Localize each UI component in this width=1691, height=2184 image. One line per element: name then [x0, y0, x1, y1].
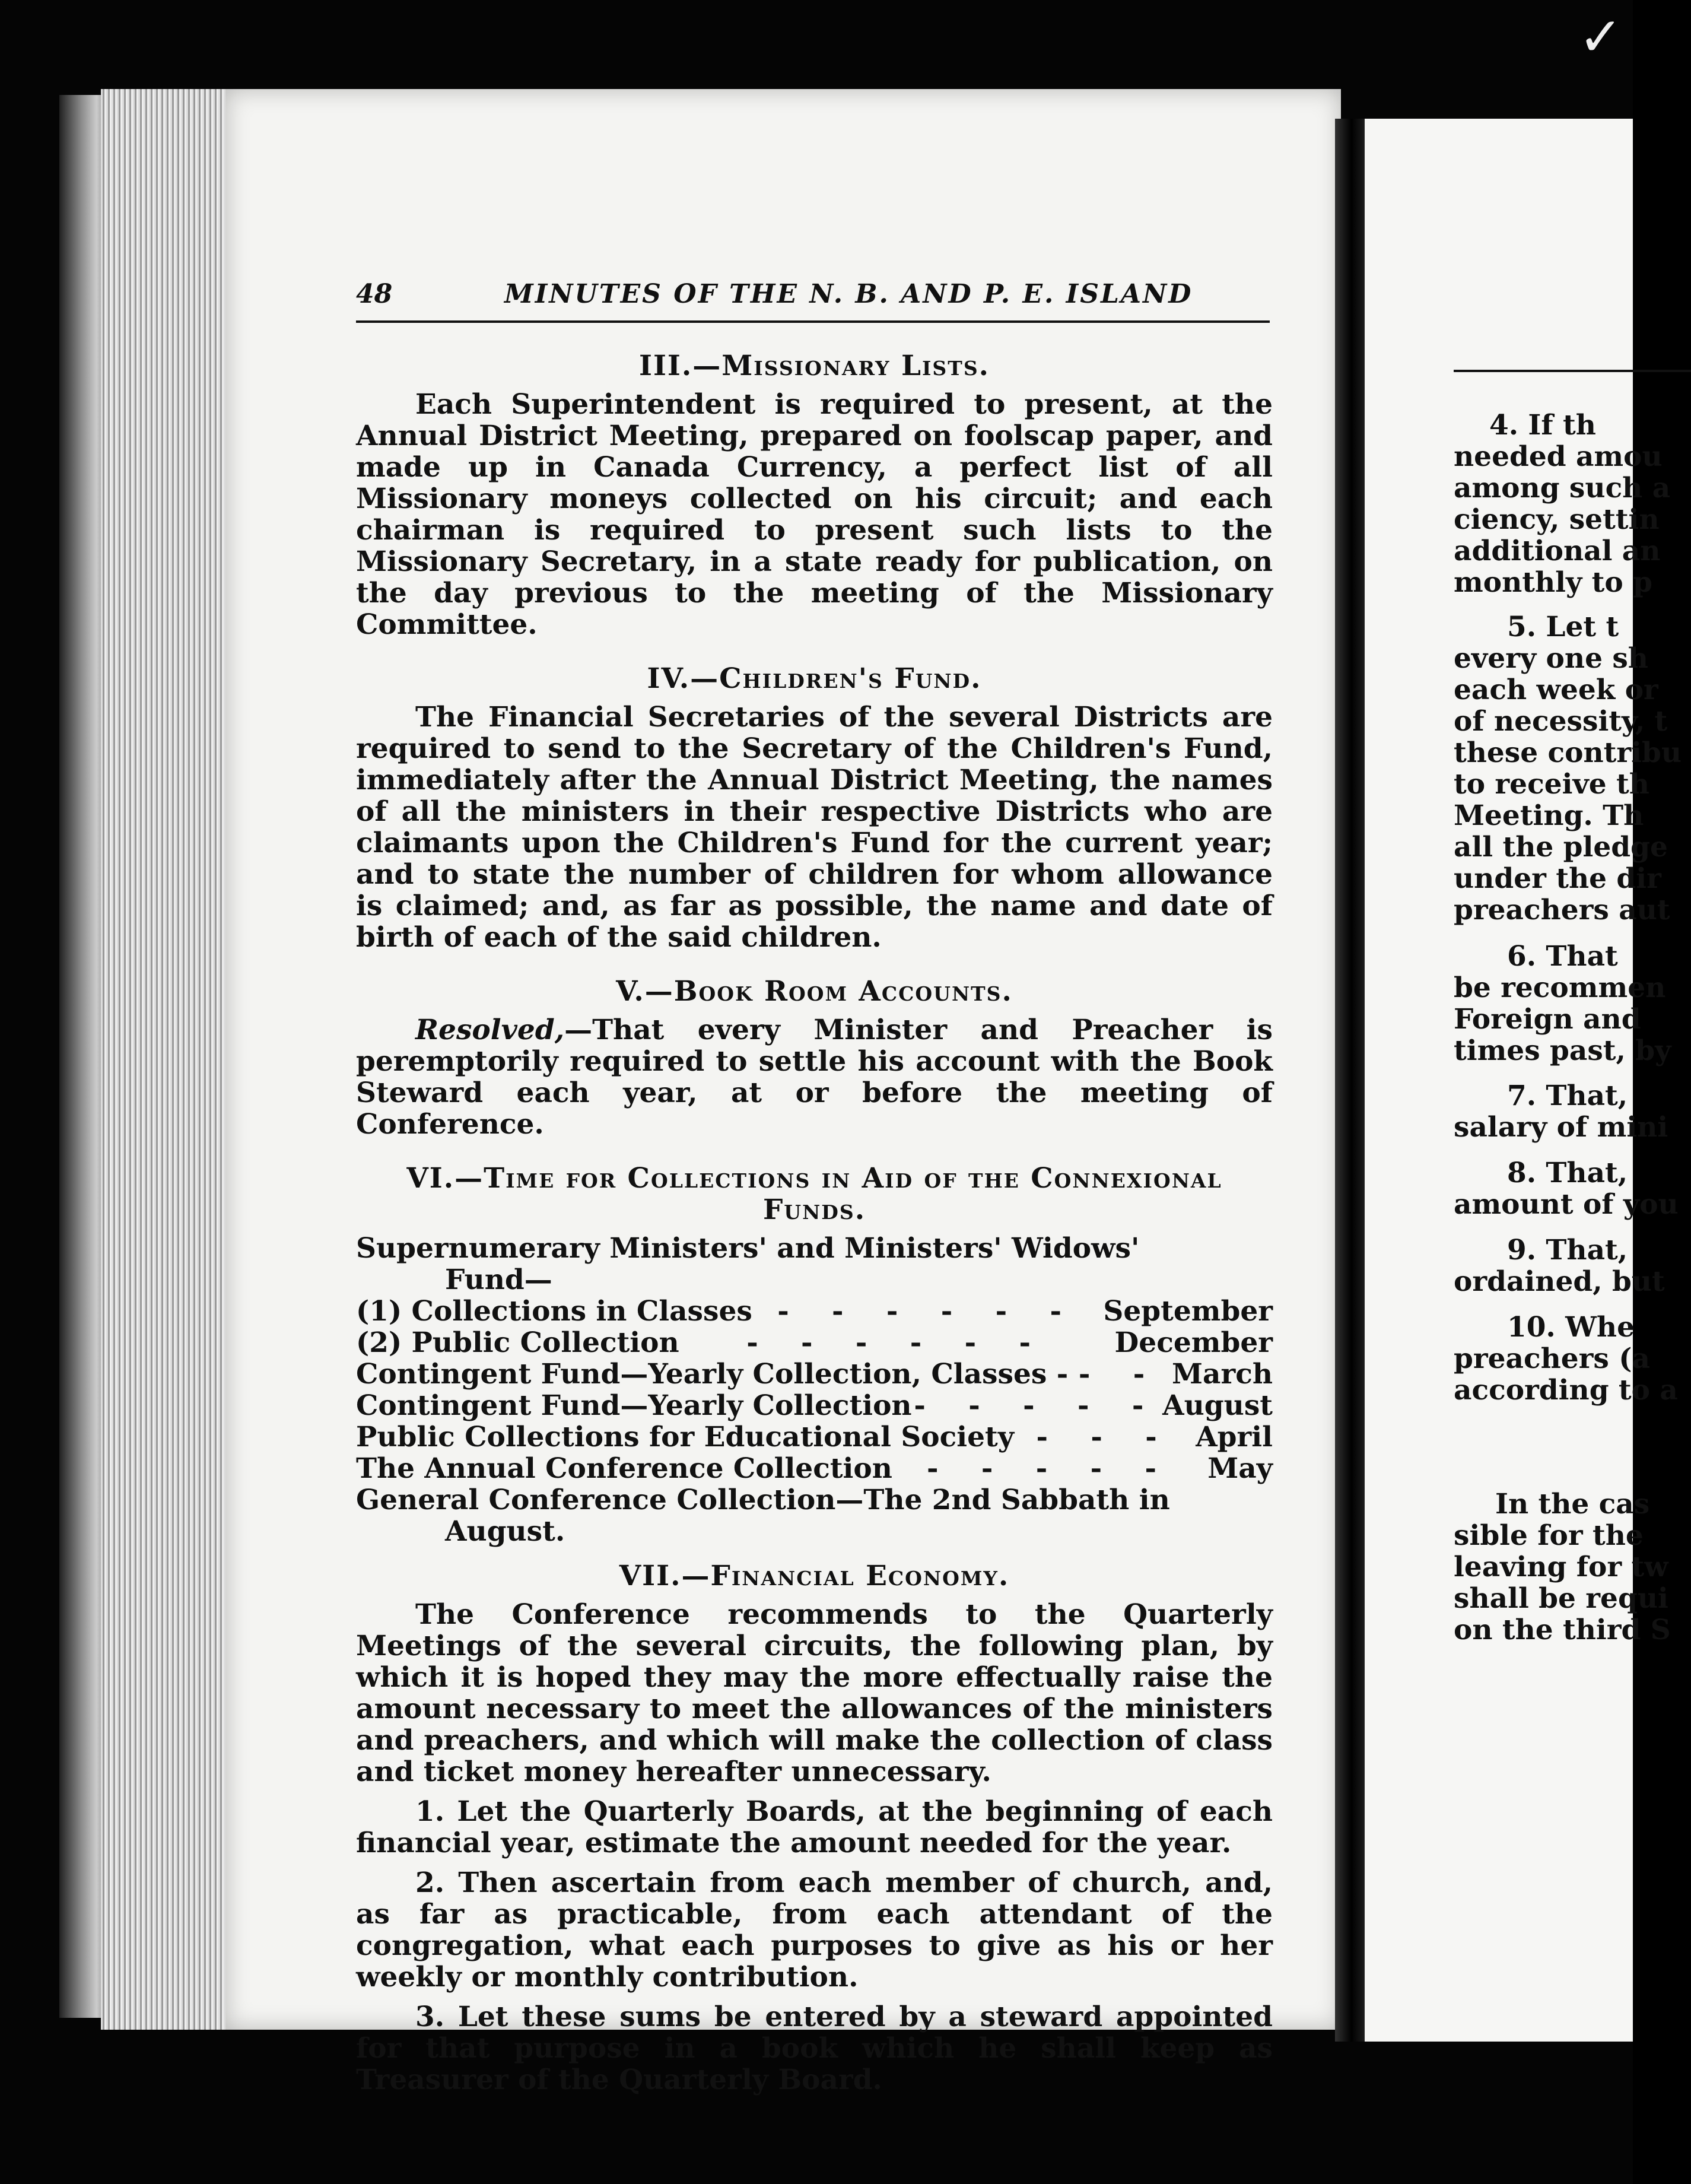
fund-label-cont: Fund—	[445, 1264, 552, 1296]
rp-line: amount of you	[1454, 1188, 1679, 1221]
rp-line: Meeting. Th	[1454, 799, 1644, 832]
list-item: (2) Public Collection - - - - - - December	[356, 1326, 1273, 1359]
list-item: Public Collections for Educational Society - - - April	[356, 1421, 1273, 1453]
section-heading-cont: Funds.	[762, 1193, 866, 1226]
section-heading: V.—Book Room Accounts.	[616, 975, 1013, 1008]
section-paragraph: Each Superintendent is required to present, at the Annual District Meeting, prepared on foolscap paper, and made up in Canada Currency, a perfect list of all Missionary moneys collected on his circuit; and each chairman is required to present such lists to the Missionary Secretary, in a state ready for publication, on the day previous to the meeting of the Missionary Committee.	[356, 388, 1273, 641]
rp-line: ciency, settin	[1454, 503, 1660, 536]
rp-line: every one sh	[1454, 642, 1648, 675]
rp-line: 8. That,	[1507, 1157, 1628, 1189]
numbered-item: 2. Then ascertain from each member of church, and, as far as practicable, from each attendant of the congregation, what each purposes to give as his or her weekly or monthly contribution.	[356, 1866, 1273, 1993]
header-rule	[356, 320, 1270, 323]
rp-line: on the third S	[1454, 1614, 1671, 1646]
rp-line: ordained, but	[1454, 1265, 1665, 1298]
page-header	[356, 279, 1270, 315]
rp-line: monthly to p	[1454, 566, 1652, 599]
section-heading: IV.—Children's Fund.	[647, 662, 982, 695]
general-collection: General Conference Collection—The 2nd Sabbath in	[356, 1484, 1170, 1516]
section-paragraph: The Financial Secretaries of the several Districts are required to send to the Secretary of the Children's Fund, immediately after the Annual District Meeting, the names of all the ministers in their respective Districts who are claimants upon the Children's Fund for the current year; and to state the number of children for whom allowance is claimed; and, as far as possible, the name and date of birth of each of the said children.	[356, 701, 1273, 954]
rp-line: 10. Whe	[1507, 1311, 1635, 1344]
section-heading: III.—Missionary Lists.	[638, 350, 990, 382]
rp-line: be recommen	[1454, 972, 1666, 1004]
rp-line: according to a	[1454, 1374, 1678, 1407]
rp-line: salary of mini	[1454, 1111, 1668, 1144]
rp-line: shall be requi	[1454, 1582, 1668, 1615]
section-heading: VI.—Time for Collections in Aid of the Connexional	[406, 1162, 1222, 1195]
rp-line: 4. If th	[1489, 409, 1596, 442]
collection-schedule	[356, 1296, 1273, 1484]
list-item: (1) Collections in Classes - - - - - - September	[356, 1295, 1273, 1328]
rp-line: 7. That,	[1507, 1080, 1628, 1112]
rp-line: under the dir	[1454, 862, 1661, 895]
rp-line: among such a	[1454, 472, 1671, 504]
general-collection-cont: August.	[445, 1515, 565, 1548]
rp-line: In the cas	[1495, 1488, 1650, 1520]
rp-line: these contribu	[1454, 737, 1682, 769]
list-item: Contingent Fund—Yearly Collection - - - - - August	[356, 1389, 1273, 1422]
rp-line: Foreign and	[1454, 1003, 1641, 1036]
rp-line: additional an	[1454, 535, 1661, 567]
section-heading: VII.—Financial Economy.	[619, 1560, 1010, 1592]
page-body	[356, 350, 1273, 2096]
rp-line: of necessity, t	[1454, 705, 1668, 738]
running-head: MINUTES OF THE N. B. AND P. E. ISLAND	[504, 279, 1193, 309]
rp-line: needed amou	[1454, 440, 1663, 473]
right-page-rule	[1454, 370, 1691, 372]
fund-label: Supernumerary Ministers' and Ministers' Widows'	[356, 1232, 1140, 1265]
section-paragraph: The Conference recommends to the Quarterly Meetings of the several circuits, the following plan, by which it is hoped they may the more effectually raise the amount necessary to meet the allowances of the ministers and preachers, and which will make the collection of class and ticket money hereafter unnecessary.	[356, 1598, 1273, 1788]
rp-line: to receive th	[1454, 768, 1649, 801]
rp-line: preachers aut	[1454, 894, 1670, 926]
rp-line: 9. That,	[1507, 1234, 1628, 1266]
list-item: The Annual Conference Collection - - - - - May	[356, 1452, 1273, 1485]
page-edges	[101, 89, 233, 2030]
rp-line: sible for the	[1454, 1519, 1644, 1552]
book-gutter	[1335, 119, 1368, 2042]
rp-line: each week or	[1454, 674, 1658, 706]
rp-line: all the pledge	[1454, 831, 1668, 864]
rp-line: times past, by	[1454, 1034, 1671, 1067]
list-item: Contingent Fund—Yearly Collection, Classes - - - March	[356, 1358, 1273, 1391]
rp-line: preachers (a	[1454, 1342, 1650, 1375]
check-mark-icon: ✓	[1578, 6, 1623, 68]
section-paragraph	[356, 1014, 1273, 1140]
numbered-item: 1. Let the Quarterly Boards, at the beginning of each financial year, estimate the amount needed for the year.	[356, 1795, 1273, 1859]
rp-line: leaving for tw	[1454, 1551, 1668, 1583]
rp-line: 6. That	[1507, 940, 1618, 973]
numbered-item: 3. Let these sums be entered by a steward appointed for that purpose in a book which he shall keep as Treasurer of the Quarterly Board.	[356, 2001, 1273, 2096]
resolved-text: —That every Minister and Preacher is peremptorily required to settle his account with the Book Steward each year, at or before the meeting of Conference.	[356, 1014, 1273, 1141]
rp-line: 5. Let t	[1507, 611, 1619, 643]
resolved-label: Resolved,	[415, 1014, 565, 1046]
page-number: 48	[356, 279, 393, 309]
